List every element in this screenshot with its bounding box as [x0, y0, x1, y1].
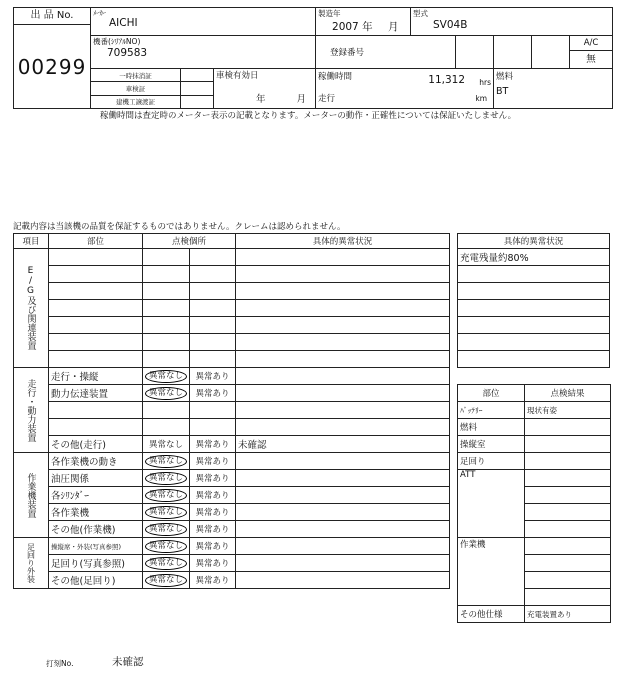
other-value: 充電装置あり — [525, 606, 611, 623]
detail: 未確認 — [236, 436, 450, 453]
year-value: 2007 — [332, 21, 359, 33]
right-detail-row — [458, 283, 610, 300]
hours-label: 稼働時間 — [318, 72, 353, 82]
eg-row — [49, 266, 143, 283]
status-ng: 異常あり — [190, 555, 236, 572]
hours-cell — [316, 69, 494, 109]
eg-row — [49, 334, 143, 351]
eg-row — [49, 317, 143, 334]
hours-value: 11,312 — [428, 74, 466, 86]
eg-row — [49, 249, 143, 266]
work-row-part: 各ｼﾘﾝﾀﾞｰ — [49, 487, 143, 504]
lot-label: 出 品 No. — [14, 8, 90, 25]
cert-2-box — [181, 82, 214, 95]
group-travel — [14, 368, 49, 453]
work-row-part: 各作業機 — [49, 504, 143, 521]
under-row-part: 足回り(写真参照) — [49, 555, 143, 572]
right-detail-header: 具体的異常状況 — [458, 234, 610, 249]
inspect-label: 車検有効日 — [216, 71, 259, 81]
right-detail-row — [458, 266, 610, 283]
stamp-value: 未確認 — [112, 656, 144, 668]
maker-label: ﾒｰｶｰ — [93, 9, 106, 17]
maker-value: AICHI — [109, 17, 138, 29]
status-ok: 異常なし — [143, 368, 190, 385]
travel-row-part: 動力伝達装置 — [49, 385, 143, 402]
cert-1-box — [181, 69, 214, 82]
maker-cell — [91, 8, 316, 36]
status-ok: 異常なし — [143, 453, 190, 470]
col-part: 部位 — [49, 234, 143, 249]
status-ng: 異常あり — [190, 470, 236, 487]
status-ng: 異常あり — [190, 368, 236, 385]
inspect-year-unit: 年 — [256, 94, 266, 105]
result-col-value: 点検結果 — [525, 385, 611, 402]
year-unit: 年 — [362, 21, 373, 33]
status-ok: 異常なし — [143, 436, 190, 453]
year-cell — [316, 8, 411, 36]
col-detail: 具体的異常状況 — [236, 234, 450, 249]
status-ng: 異常あり — [190, 572, 236, 589]
inspect-cell — [214, 69, 316, 109]
col-item: 項目 — [14, 234, 49, 249]
year-label: 製造年 — [318, 9, 341, 18]
status-ng: 異常あり — [190, 521, 236, 538]
battery-value: 現状有姿 — [525, 402, 611, 419]
travel-row-part: その他(走行) — [49, 436, 143, 453]
cabin-label: 操縦室 — [458, 436, 525, 453]
right-detail-row — [458, 317, 610, 334]
group-work-label: 作業機装置 — [25, 472, 36, 518]
serial-cell — [91, 36, 316, 69]
status-ok: 異常なし — [143, 555, 190, 572]
status-ok: 異常なし — [143, 470, 190, 487]
model-cell — [411, 8, 613, 36]
status-ng: 異常あり — [190, 504, 236, 521]
cert-2: 車検証 — [91, 82, 181, 95]
model-label: 型式 — [413, 9, 429, 18]
status-ng: 異常あり — [190, 538, 236, 555]
inspect-month-unit: 月 — [296, 94, 307, 105]
battery-label: ﾊﾞｯﾃﾘｰ — [458, 402, 525, 419]
reg-cell-2 — [494, 36, 532, 69]
travel-label: 走行 — [318, 94, 336, 104]
status-ok: 異常なし — [143, 521, 190, 538]
group-under — [14, 538, 49, 589]
cert-3-box — [181, 95, 214, 108]
group-eg — [14, 249, 49, 368]
hours-unit: hrs — [479, 78, 492, 87]
status-ok: 異常なし — [143, 538, 190, 555]
travel-row-part: 走行・操縦 — [49, 368, 143, 385]
month-unit: 月 — [387, 21, 399, 33]
work-row-part: 各作業機の動き — [49, 453, 143, 470]
status-ok: 異常なし — [143, 504, 190, 521]
group-work — [14, 453, 49, 538]
detail — [236, 368, 450, 385]
status-ng: 異常あり — [190, 385, 236, 402]
status-ok: 異常なし — [143, 487, 190, 504]
under-row-part: その他(足回り) — [49, 572, 143, 589]
status-ng: 異常あり — [190, 487, 236, 504]
serial-label: 機番(ｼﾘｱﾙNO) — [93, 37, 141, 46]
ac-cell — [570, 36, 613, 69]
travel-unit: km — [475, 94, 488, 103]
detail — [236, 385, 450, 402]
inspection-table — [13, 233, 450, 589]
reg-cell-1 — [456, 36, 494, 69]
att-label: ATT — [458, 470, 525, 538]
fuel-value: BT — [496, 86, 509, 97]
ac-value: 無 — [586, 54, 596, 65]
lot-number: 00299 — [17, 55, 87, 79]
header-table — [90, 7, 613, 109]
group-travel-label: 走行・動力装置 — [25, 378, 36, 442]
cert-3: 建機工譲渡証 — [91, 95, 181, 108]
fuel-label: 燃料 — [458, 419, 525, 436]
eg-row — [49, 351, 143, 368]
model-value: SV04B — [433, 19, 468, 31]
right-detail-row: 充電残量約80% — [458, 249, 610, 266]
right-detail-row — [458, 334, 610, 351]
serial-value: 709583 — [107, 47, 148, 59]
work-row-part: その他(作業機) — [49, 521, 143, 538]
right-detail-row — [458, 300, 610, 317]
status-ok: 異常なし — [143, 385, 190, 402]
eg-row — [49, 300, 143, 317]
under-row-part: 操縦席・外装(写真参照) — [49, 538, 143, 555]
status-ng: 異常あり — [190, 453, 236, 470]
right-result-table — [457, 384, 611, 623]
reg-cell-3 — [532, 36, 570, 69]
work-row-part: 油圧関係 — [49, 470, 143, 487]
work-label: 作業機 — [458, 538, 525, 606]
right-detail-row — [458, 351, 610, 368]
right-detail-table — [457, 233, 610, 368]
fuel-cell — [494, 69, 613, 109]
status-ok: 異常なし — [143, 572, 190, 589]
fuel-label: 燃料 — [496, 72, 514, 82]
eg-row — [49, 283, 143, 300]
stamp-label: 打刻No. — [46, 659, 74, 668]
status-ng: 異常あり — [190, 436, 236, 453]
meter-note: 稼働時間は査定時のメーター表示の記載となります。メーターの動作・正確性については保証いたしません。 — [100, 111, 517, 121]
other-label: その他仕様 — [458, 606, 525, 623]
result-col-part: 部位 — [458, 385, 525, 402]
under-label: 足回り — [458, 453, 525, 470]
ac-label: A/C — [570, 36, 612, 51]
group-eg-label: E/G及び関連装置 — [25, 266, 36, 350]
disclaimer: 記載内容は当該機の品質を保証するものではありません。クレームは認められません。 — [13, 222, 346, 232]
reg-label: 登録番号 — [316, 36, 456, 69]
col-check: 点検個所 — [143, 234, 236, 249]
group-under-label: 足回り外装 — [26, 543, 36, 583]
lot-box — [13, 7, 91, 109]
cert-1: 一時抹消証 — [91, 69, 181, 82]
